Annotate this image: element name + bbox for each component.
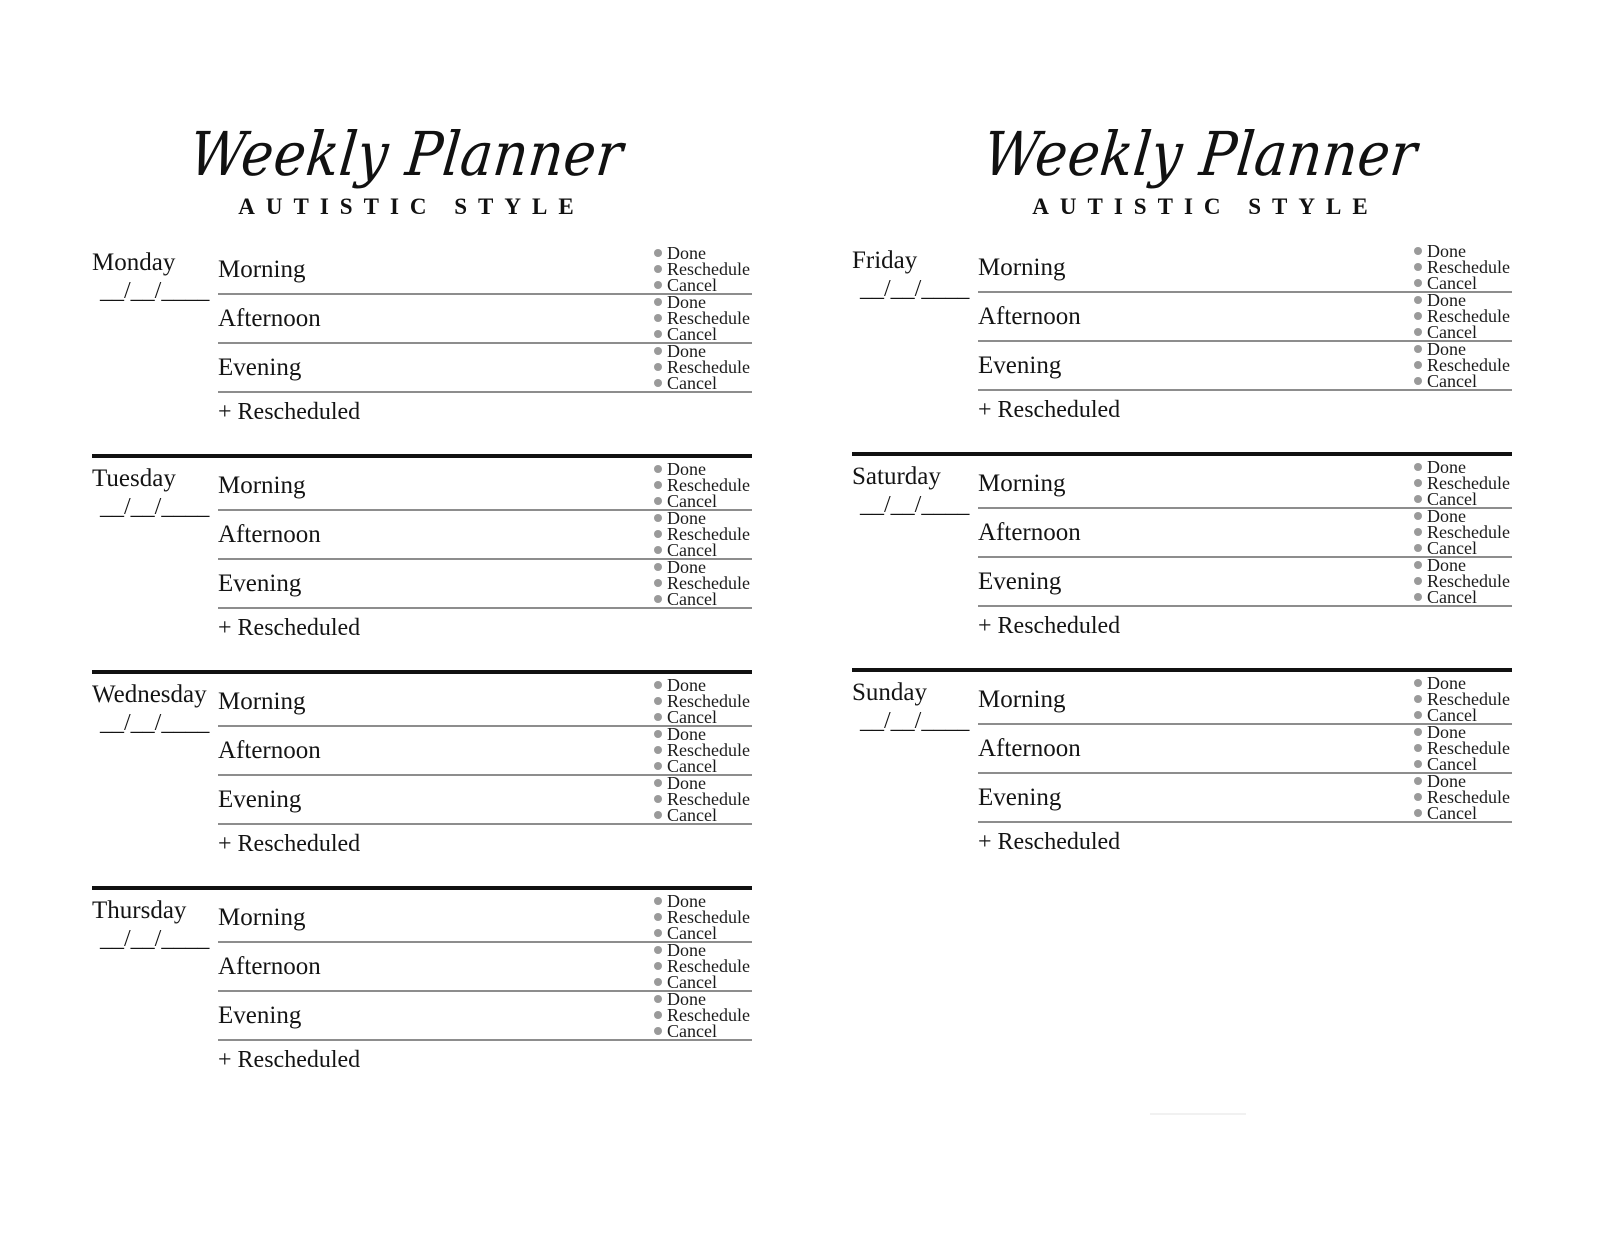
bullet-dot-icon: [654, 811, 662, 819]
bullet-dot-icon: [1414, 361, 1422, 369]
time-slot-label: Evening: [978, 352, 1062, 379]
status-option-list: [1414, 243, 1512, 291]
status-option-label: Cancel: [667, 923, 718, 943]
bullet-dot-icon: [654, 514, 662, 522]
status-option-label: Cancel: [1427, 322, 1478, 342]
time-slot-row[interactable]: [978, 771, 1512, 823]
status-option-cancel[interactable]: [654, 493, 750, 509]
status-option-label: Cancel: [667, 540, 718, 560]
time-slots-column: [218, 891, 752, 1073]
time-slot-row[interactable]: [978, 290, 1512, 342]
status-option-cancel[interactable]: [654, 277, 750, 293]
status-option-label: Reschedule: [1427, 738, 1510, 758]
time-slot-label: Morning: [978, 470, 1066, 497]
status-option-label: Reschedule: [1427, 355, 1510, 375]
status-option-cancel[interactable]: [1414, 540, 1510, 556]
day-separator-rule: [92, 454, 752, 458]
day-name-column: [92, 678, 218, 737]
time-slots-column: [218, 459, 752, 641]
day-name-label: Friday: [852, 247, 918, 274]
bullet-dot-icon: [654, 713, 662, 721]
status-option-label: Cancel: [667, 756, 718, 776]
day-name-label: Saturday: [852, 463, 941, 490]
status-option-label: Done: [667, 940, 707, 960]
bullet-dot-icon: [654, 481, 662, 489]
bullet-dot-icon: [654, 762, 662, 770]
status-option-label: Cancel: [667, 324, 718, 344]
bullet-dot-icon: [654, 730, 662, 738]
status-option-list: [654, 510, 752, 558]
status-option-list: [654, 893, 752, 941]
block-spacer: [852, 638, 1512, 668]
bullet-dot-icon: [654, 530, 662, 538]
status-option-cancel[interactable]: [654, 709, 750, 725]
status-option-label: Done: [1427, 555, 1467, 575]
bullet-dot-icon: [654, 897, 662, 905]
status-option-label: Cancel: [1427, 489, 1478, 509]
day-name-label: Thursday: [92, 897, 187, 924]
time-slot-row[interactable]: [218, 292, 752, 344]
status-option-label: Done: [667, 675, 707, 695]
time-slot-label: Afternoon: [978, 735, 1081, 762]
time-slot-label: Evening: [218, 1002, 302, 1029]
time-slot-label: Morning: [978, 254, 1066, 281]
bullet-dot-icon: [654, 465, 662, 473]
bullet-dot-icon: [1414, 345, 1422, 353]
status-option-label: Reschedule: [667, 259, 750, 279]
bullet-dot-icon: [654, 298, 662, 306]
day-name-column: [92, 246, 218, 305]
status-option-list: [1414, 724, 1512, 772]
status-option-cancel[interactable]: [1414, 756, 1510, 772]
bullet-dot-icon: [654, 330, 662, 338]
day-block: [852, 452, 1512, 638]
time-slot-row[interactable]: [978, 673, 1512, 725]
time-slot-label: Morning: [218, 472, 306, 499]
time-slot-row[interactable]: [978, 339, 1512, 391]
bullet-dot-icon: [1414, 679, 1422, 687]
status-option-label: Done: [1427, 771, 1467, 791]
day-date-field[interactable]: __/__/____: [100, 926, 210, 953]
bullet-dot-icon: [654, 363, 662, 371]
bullet-dot-icon: [654, 962, 662, 970]
status-option-cancel[interactable]: [654, 1023, 750, 1039]
time-slot-row[interactable]: [218, 989, 752, 1041]
time-slot-row[interactable]: [978, 241, 1512, 293]
bullet-dot-icon: [654, 595, 662, 603]
bullet-dot-icon: [654, 1011, 662, 1019]
time-slot-label: Afternoon: [218, 953, 321, 980]
status-option-label: Done: [667, 341, 707, 361]
status-option-label: Done: [1427, 290, 1467, 310]
bullet-dot-icon: [1414, 296, 1422, 304]
time-slots-column: [218, 675, 752, 857]
status-option-label: Done: [667, 459, 707, 479]
bullet-dot-icon: [654, 379, 662, 387]
status-option-label: Cancel: [667, 1021, 718, 1041]
time-slot-row[interactable]: [218, 773, 752, 825]
day-date-field[interactable]: __/__/____: [860, 492, 970, 519]
day-block: [92, 886, 752, 1072]
bullet-dot-icon: [1414, 561, 1422, 569]
bullet-dot-icon: [654, 249, 662, 257]
status-option-label: Done: [1427, 339, 1467, 359]
status-option-cancel[interactable]: [654, 974, 750, 990]
status-option-label: Cancel: [667, 972, 718, 992]
bullet-dot-icon: [654, 746, 662, 754]
time-slot-label: Evening: [978, 568, 1062, 595]
status-option-label: Reschedule: [1427, 257, 1510, 277]
rescheduled-field[interactable]: + Rescheduled: [978, 613, 1121, 639]
bullet-dot-icon: [654, 1027, 662, 1035]
bullet-dot-icon: [1414, 760, 1422, 768]
bullet-dot-icon: [1414, 728, 1422, 736]
bullet-dot-icon: [1414, 279, 1422, 287]
status-option-label: Cancel: [1427, 803, 1478, 823]
status-option-label: Reschedule: [667, 740, 750, 760]
status-option-label: Reschedule: [1427, 787, 1510, 807]
day-name-column: [852, 676, 978, 735]
day-body: [852, 241, 1512, 423]
status-option-list: [1414, 557, 1512, 605]
status-option-list: [654, 294, 752, 342]
day-name-label: Sunday: [852, 679, 927, 706]
status-option-label: Reschedule: [667, 956, 750, 976]
status-option-list: [654, 942, 752, 990]
bullet-dot-icon: [654, 579, 662, 587]
bullet-dot-icon: [654, 978, 662, 986]
planner-page-right: [800, 0, 1600, 1236]
status-option-cancel[interactable]: [654, 375, 750, 391]
day-body: [92, 891, 752, 1073]
bullet-dot-icon: [1414, 463, 1422, 471]
page-title-script: Weekly Planner: [185, 119, 627, 190]
scan-artifact-line: [1150, 1113, 1246, 1115]
status-option-label: Cancel: [667, 707, 718, 727]
time-slot-label: Afternoon: [218, 521, 321, 548]
bullet-dot-icon: [1414, 495, 1422, 503]
status-option-cancel[interactable]: [654, 925, 750, 941]
time-slot-row[interactable]: [218, 341, 752, 393]
time-slot-label: Morning: [978, 686, 1066, 713]
time-slot-label: Morning: [218, 904, 306, 931]
bullet-dot-icon: [654, 929, 662, 937]
time-slots-column: [978, 457, 1512, 639]
bullet-dot-icon: [1414, 512, 1422, 520]
time-slot-label: Evening: [218, 354, 302, 381]
time-slot-row[interactable]: [978, 722, 1512, 774]
status-option-label: Done: [667, 989, 707, 1009]
status-option-label: Done: [667, 557, 707, 577]
bullet-dot-icon: [654, 281, 662, 289]
rescheduled-field[interactable]: + Rescheduled: [218, 615, 361, 641]
time-slot-label: Morning: [218, 256, 306, 283]
status-option-label: Reschedule: [1427, 306, 1510, 326]
page-subtitle: AUTISTIC STYLE: [238, 194, 585, 219]
bullet-dot-icon: [1414, 695, 1422, 703]
status-option-label: Cancel: [667, 491, 718, 511]
bullet-dot-icon: [654, 681, 662, 689]
status-option-cancel[interactable]: [654, 326, 750, 342]
status-option-label: Reschedule: [667, 691, 750, 711]
time-slot-label: Evening: [218, 786, 302, 813]
status-option-list: [1414, 773, 1512, 821]
status-option-label: Reschedule: [667, 789, 750, 809]
status-option-label: Reschedule: [1427, 473, 1510, 493]
day-separator-rule: [852, 668, 1512, 672]
bullet-dot-icon: [1414, 744, 1422, 752]
day-body: [92, 243, 752, 425]
day-separator-rule: [92, 670, 752, 674]
bullet-dot-icon: [654, 795, 662, 803]
time-slot-label: Evening: [978, 784, 1062, 811]
status-option-label: Done: [1427, 241, 1467, 261]
time-slot-label: Afternoon: [978, 303, 1081, 330]
status-option-cancel[interactable]: [1414, 275, 1510, 291]
status-option-label: Cancel: [1427, 754, 1478, 774]
status-option-label: Done: [1427, 457, 1467, 477]
rescheduled-field[interactable]: + Rescheduled: [978, 829, 1121, 855]
status-option-label: Done: [667, 891, 707, 911]
status-option-cancel[interactable]: [654, 807, 750, 823]
bullet-dot-icon: [1414, 247, 1422, 255]
day-name-label: Monday: [92, 249, 176, 276]
status-option-cancel[interactable]: [1414, 324, 1510, 340]
day-blocks-right: [852, 236, 1512, 854]
status-option-label: Cancel: [1427, 371, 1478, 391]
day-block: [852, 668, 1512, 854]
status-option-label: Done: [667, 508, 707, 528]
status-option-list: [654, 677, 752, 725]
status-option-label: Done: [667, 724, 707, 744]
bullet-dot-icon: [1414, 528, 1422, 536]
page-header-right: [800, 119, 1600, 220]
rescheduled-field[interactable]: + Rescheduled: [218, 1047, 361, 1073]
day-block: [92, 670, 752, 856]
time-slot-row[interactable]: [978, 457, 1512, 509]
status-option-label: Cancel: [1427, 587, 1478, 607]
time-slot-label: Afternoon: [978, 519, 1081, 546]
bullet-dot-icon: [654, 314, 662, 322]
status-option-label: Reschedule: [667, 524, 750, 544]
rescheduled-field[interactable]: + Rescheduled: [218, 831, 361, 857]
bullet-dot-icon: [1414, 577, 1422, 585]
status-option-cancel[interactable]: [1414, 707, 1510, 723]
day-name-column: [92, 894, 218, 953]
time-slot-row[interactable]: [218, 724, 752, 776]
time-slot-label: Afternoon: [218, 737, 321, 764]
block-spacer: [852, 422, 1512, 452]
day-name-label: Wednesday: [92, 681, 207, 708]
status-option-list: [1414, 341, 1512, 389]
status-option-cancel[interactable]: [1414, 491, 1510, 507]
status-option-label: Cancel: [667, 275, 718, 295]
status-option-label: Cancel: [1427, 273, 1478, 293]
status-option-list: [1414, 675, 1512, 723]
status-option-list: [1414, 459, 1512, 507]
status-option-label: Cancel: [1427, 538, 1478, 558]
day-block: [92, 454, 752, 640]
bullet-dot-icon: [1414, 263, 1422, 271]
bullet-dot-icon: [654, 347, 662, 355]
bullet-dot-icon: [654, 779, 662, 787]
status-option-label: Cancel: [667, 589, 718, 609]
status-option-cancel[interactable]: [1414, 373, 1510, 389]
time-slots-column: [218, 243, 752, 425]
block-spacer: [92, 640, 752, 670]
status-option-label: Done: [667, 243, 707, 263]
status-option-label: Cancel: [1427, 705, 1478, 725]
status-option-label: Reschedule: [667, 475, 750, 495]
status-option-cancel[interactable]: [654, 591, 750, 607]
time-slot-row[interactable]: [218, 243, 752, 295]
status-option-label: Reschedule: [667, 1005, 750, 1025]
status-option-list: [1414, 292, 1512, 340]
status-option-label: Done: [1427, 673, 1467, 693]
status-option-list: [654, 726, 752, 774]
day-body: [92, 675, 752, 857]
bullet-dot-icon: [1414, 377, 1422, 385]
status-option-label: Done: [1427, 506, 1467, 526]
time-slot-row[interactable]: [218, 940, 752, 992]
status-option-list: [654, 343, 752, 391]
status-option-label: Reschedule: [1427, 522, 1510, 542]
day-separator-rule: [92, 886, 752, 890]
bullet-dot-icon: [1414, 711, 1422, 719]
bullet-dot-icon: [654, 697, 662, 705]
time-slot-row[interactable]: [218, 557, 752, 609]
day-date-field[interactable]: __/__/____: [100, 494, 210, 521]
day-name-column: [852, 244, 978, 303]
day-date-field[interactable]: __/__/____: [860, 708, 970, 735]
bullet-dot-icon: [1414, 793, 1422, 801]
time-slot-row[interactable]: [218, 675, 752, 727]
status-option-list: [654, 461, 752, 509]
status-option-cancel[interactable]: [1414, 805, 1510, 821]
time-slot-label: Afternoon: [218, 305, 321, 332]
status-option-list: [654, 559, 752, 607]
time-slot-label: Morning: [218, 688, 306, 715]
time-slots-column: [978, 673, 1512, 855]
status-option-label: Reschedule: [1427, 689, 1510, 709]
time-slot-row[interactable]: [978, 555, 1512, 607]
bullet-dot-icon: [654, 497, 662, 505]
day-body: [92, 459, 752, 641]
status-option-list: [654, 245, 752, 293]
bullet-dot-icon: [1414, 312, 1422, 320]
day-body: [852, 673, 1512, 855]
status-option-label: Reschedule: [667, 907, 750, 927]
page-subtitle: AUTISTIC STYLE: [1032, 194, 1379, 219]
status-option-cancel[interactable]: [654, 758, 750, 774]
status-option-cancel[interactable]: [1414, 589, 1510, 605]
bullet-dot-icon: [654, 265, 662, 273]
status-option-list: [654, 991, 752, 1039]
status-option-label: Done: [667, 292, 707, 312]
status-option-label: Reschedule: [667, 308, 750, 328]
page-header-left: [12, 119, 800, 220]
status-option-label: Reschedule: [1427, 571, 1510, 591]
bullet-dot-icon: [654, 995, 662, 1003]
status-option-label: Reschedule: [667, 357, 750, 377]
day-name-column: [852, 460, 978, 519]
day-name-column: [92, 462, 218, 521]
time-slot-row[interactable]: [218, 459, 752, 511]
bullet-dot-icon: [654, 546, 662, 554]
status-option-list: [1414, 508, 1512, 556]
block-spacer: [92, 856, 752, 886]
bullet-dot-icon: [1414, 328, 1422, 336]
time-slot-row[interactable]: [218, 508, 752, 560]
day-blocks-left: [92, 238, 752, 1072]
status-option-label: Reschedule: [667, 573, 750, 593]
time-slot-label: Evening: [218, 570, 302, 597]
status-option-cancel[interactable]: [654, 542, 750, 558]
day-separator-rule: [852, 452, 1512, 456]
status-option-label: Cancel: [667, 805, 718, 825]
bullet-dot-icon: [654, 563, 662, 571]
day-block: [852, 236, 1512, 422]
bullet-dot-icon: [654, 913, 662, 921]
bullet-dot-icon: [1414, 479, 1422, 487]
rescheduled-field[interactable]: + Rescheduled: [218, 399, 361, 425]
status-option-label: Done: [1427, 722, 1467, 742]
time-slot-row[interactable]: [218, 891, 752, 943]
rescheduled-field[interactable]: + Rescheduled: [978, 397, 1121, 423]
block-spacer: [92, 424, 752, 454]
day-date-field[interactable]: __/__/____: [860, 276, 970, 303]
day-date-field[interactable]: __/__/____: [100, 710, 210, 737]
time-slots-column: [978, 241, 1512, 423]
status-option-label: Done: [667, 773, 707, 793]
status-option-label: Cancel: [667, 373, 718, 393]
bullet-dot-icon: [1414, 544, 1422, 552]
time-slot-row[interactable]: [978, 506, 1512, 558]
day-block: [92, 238, 752, 424]
bullet-dot-icon: [654, 946, 662, 954]
day-name-label: Tuesday: [92, 465, 176, 492]
day-date-field[interactable]: __/__/____: [100, 278, 210, 305]
bullet-dot-icon: [1414, 809, 1422, 817]
page-title-script: Weekly Planner: [979, 119, 1421, 190]
bullet-dot-icon: [1414, 777, 1422, 785]
bullet-dot-icon: [1414, 593, 1422, 601]
status-option-list: [654, 775, 752, 823]
day-body: [852, 457, 1512, 639]
